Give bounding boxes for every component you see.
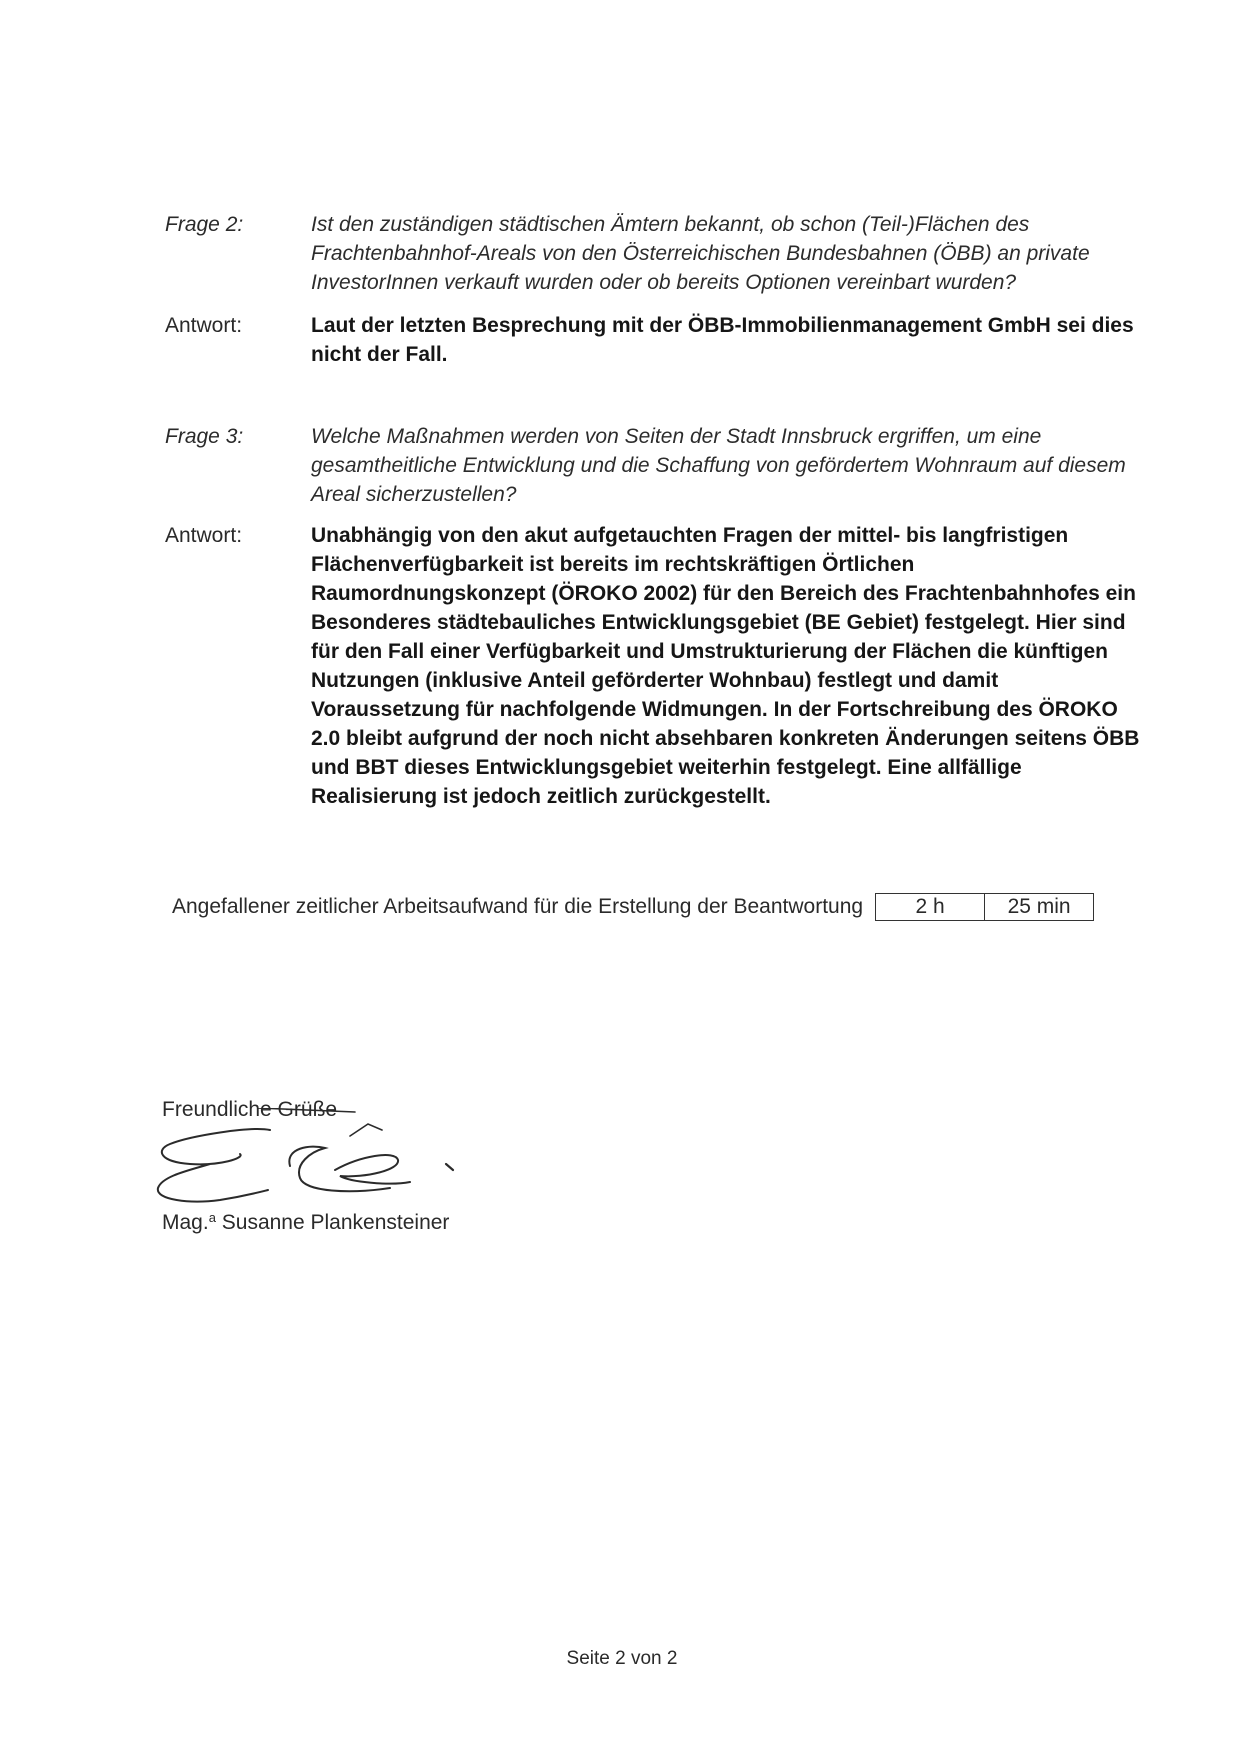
- effort-label: Angefallener zeitlicher Arbeitsaufwand für die Erstellung der Beantwortung: [172, 895, 864, 918]
- question-label: Frage 3:: [165, 425, 244, 448]
- question-text: Ist den zuständigen städtischen Ämtern bekannt, ob schon (Teil-)Flächen des Frachtenbahnhof-Areals von den Österreichischen Bundesbahnen (ÖBB) an private InvestorInnen verkauft wurden oder ob bereits Optionen vereinbart wurden?: [311, 213, 1090, 294]
- answer-label: Antwort:: [165, 314, 243, 337]
- signer-fullname: Susanne Plankensteiner: [221, 1211, 450, 1234]
- signer-sup: a: [208, 1210, 216, 1225]
- effort-box: [875, 893, 1094, 921]
- effort-row: [172, 892, 1094, 922]
- answer-label: Antwort:: [165, 524, 243, 547]
- question-label: Frage 2:: [165, 213, 244, 236]
- effort-minutes: 25 min: [1007, 895, 1071, 918]
- page-number: Seite 2 von 2: [566, 1648, 678, 1669]
- answer-text: Laut der letzten Besprechung mit der ÖBB-Immobilienmanagement GmbH sei dies nicht der Fall.: [311, 314, 1134, 366]
- closing-greeting: Freundliche Grüße: [162, 1098, 338, 1121]
- answer-text: Unabhängig von den akut aufgetauchten Fragen der mittel- bis langfristigen Flächenverfügbarkeit ist bereits im rechtskräftigen Örtlichen Raumordnungskonzept (ÖROKO 2002) für den Bereich des Frachtenbahnhofes ein Besonderes städtebauliches Entwicklungsgebiet (BE Gebiet) festgelegt. Hier sind für den Fall einer Verfügbarkeit und Umstrukturierung der Flächen die künftigen Nutzungen (inklusive Anteil geförderter Wohnbau) festlegt und damit Voraussetzung für nachfolgende Widmungen. In der Fortschreibung des ÖROKO 2.0 bleibt aufgrund der noch nicht absehbaren konkreten Änderungen seitens ÖBB und BBT dieses Entwicklungsgebiet weiterhin festgelegt. Eine allfällige Realisierung ist jedoch zeitlich zurückgestellt.: [311, 524, 1140, 808]
- signature-icon: [150, 1108, 490, 1218]
- signer-prefix: Mag.: [162, 1211, 209, 1234]
- effort-hours: 2 h: [876, 894, 985, 920]
- signer-name: [162, 1210, 449, 1235]
- question-text: Welche Maßnahmen werden von Seiten der Stadt Innsbruck ergriffen, um eine gesamtheitliche Entwicklung und die Schaffung von gefördertem Wohnraum auf diesem Areal sicherzustellen?: [311, 425, 1126, 506]
